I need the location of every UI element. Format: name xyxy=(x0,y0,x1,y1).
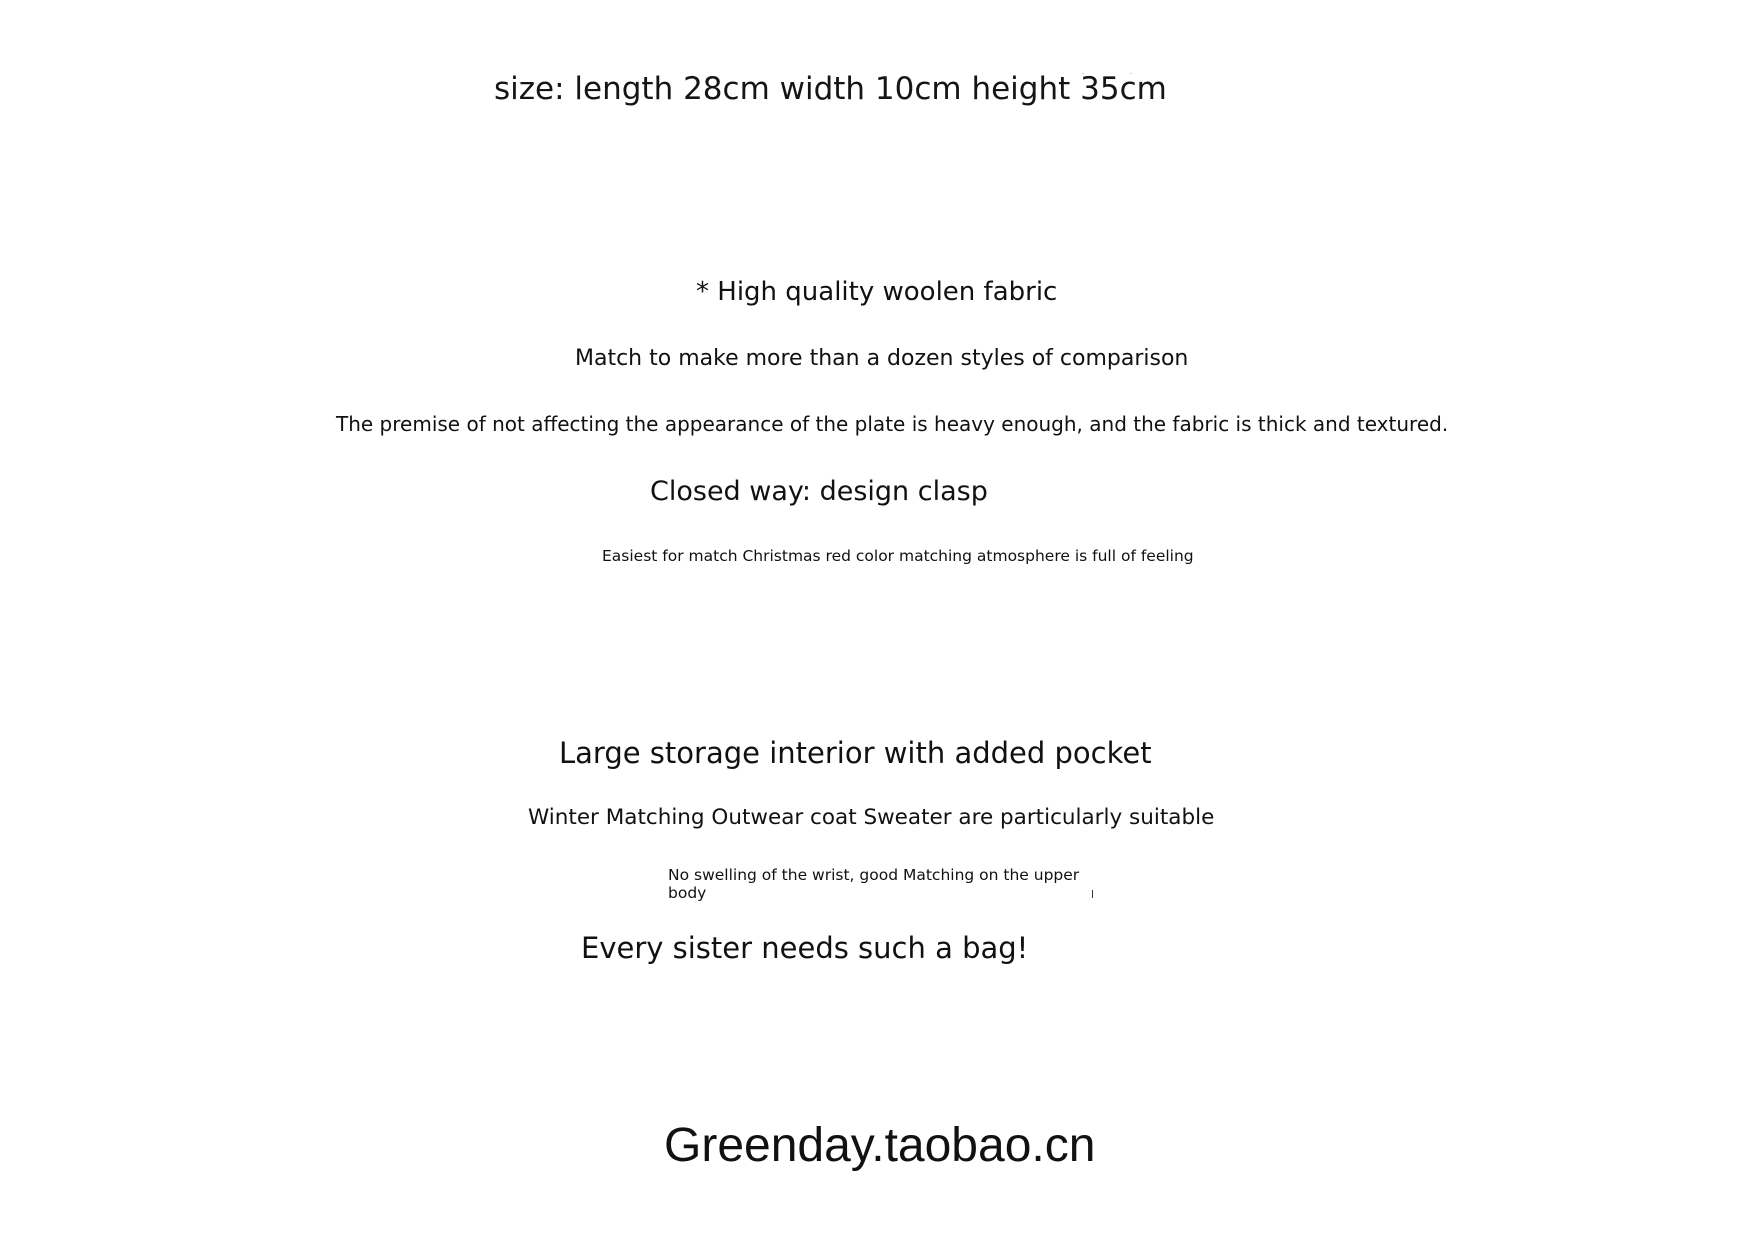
premise-description: The premise of not affecting the appearance of the plate is heavy enough, and the fabric is thick and textured. xyxy=(336,412,1449,436)
closure-description: Closed way: design clasp xyxy=(650,476,988,507)
wrist-description: No swelling of the wrist, good Matching on the upper body xyxy=(668,866,1080,902)
match-description: Match to make more than a dozen styles of comparison xyxy=(575,346,1189,371)
size-specification: size: length 28cm width 10cm height 35cm xyxy=(494,71,1167,107)
winter-description: Winter Matching Outwear coat Sweater are particularly suitable xyxy=(528,805,1215,830)
shop-name: Greenday.taobao.cn xyxy=(664,1119,1096,1172)
christmas-description: Easiest for match Christmas red color matching atmosphere is full of feeling xyxy=(602,547,1194,565)
sister-slogan: Every sister needs such a bag! xyxy=(581,931,1029,965)
text-cursor-mark xyxy=(1092,890,1093,898)
fabric-heading: * High quality woolen fabric xyxy=(696,277,1058,307)
storage-heading: Large storage interior with added pocket xyxy=(559,736,1152,770)
